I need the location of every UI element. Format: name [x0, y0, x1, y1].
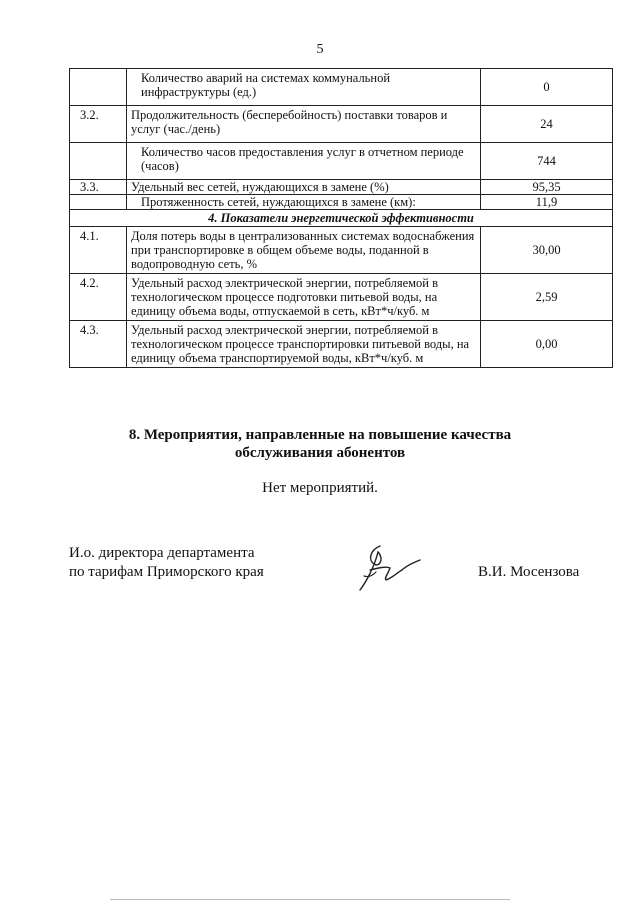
section-8-heading: [0, 426, 640, 462]
signer-name: В.И. Мосензова: [478, 564, 580, 580]
row-description: Количество часов предоставления услуг в отчетном периоде (часов): [127, 143, 481, 180]
table-row: [70, 143, 613, 180]
table-row: [70, 274, 613, 321]
scan-bottom-line: [110, 899, 510, 900]
row-number: 4.2.: [70, 274, 127, 321]
row-number: 3.2.: [70, 106, 127, 143]
table-row: [70, 106, 613, 143]
row-description: Продолжительность (бесперебойность) поставки товаров и услуг (час./день): [127, 106, 481, 143]
table-row: [70, 180, 613, 195]
row-value: 11,9: [481, 195, 613, 210]
table-row: [70, 227, 613, 274]
table-row: [70, 195, 613, 210]
section-4-title: 4. Показатели энергетической эффективности: [70, 210, 613, 227]
row-number: 3.3.: [70, 180, 127, 195]
row-description: Количество аварий на системах коммунальной инфраструктуры (ед.): [127, 69, 481, 106]
row-value: 95,35: [481, 180, 613, 195]
page-number: 5: [316, 42, 324, 57]
handwritten-signature: [340, 538, 440, 598]
table-row: [70, 321, 613, 368]
row-description: Удельный вес сетей, нуждающихся в замене (%): [127, 180, 481, 195]
row-number: [70, 143, 127, 180]
section-header-row: [70, 210, 613, 227]
indicators-table: [69, 68, 613, 368]
row-description: Протяженность сетей, нуждающихся в замене (км):: [127, 195, 481, 210]
section-8-heading-line1: 8. Мероприятия, направленные на повышение качества: [128, 427, 512, 443]
signer-title-line1: И.о. директора департамента: [69, 545, 255, 561]
row-number: [70, 69, 127, 106]
row-number: 4.3.: [70, 321, 127, 368]
section-8-heading-line2: обслуживания абонентов: [234, 445, 406, 461]
row-value: 24: [481, 106, 613, 143]
row-number: [70, 195, 127, 210]
row-value: 2,59: [481, 274, 613, 321]
row-number: 4.1.: [70, 227, 127, 274]
row-value: 30,00: [481, 227, 613, 274]
table-row: [70, 69, 613, 106]
signer-title-line2: по тарифам Приморского края: [69, 564, 264, 580]
signer-title: [69, 544, 264, 582]
row-value: 0,00: [481, 321, 613, 368]
row-value: 0: [481, 69, 613, 106]
row-description: Удельный расход электрической энергии, потребляемой в технологическом процессе транспортировки питьевой воды, на единицу объема транспортируемой воды, кВт*ч/куб. м: [127, 321, 481, 368]
row-value: 744: [481, 143, 613, 180]
section-8-text: Нет мероприятий.: [262, 480, 378, 496]
row-description: Удельный расход электрической энергии, потребляемой в технологическом процессе подготовки питьевой воды, на единицу объема воды, отпускаемой в сеть, кВт*ч/куб. м: [127, 274, 481, 321]
row-description: Доля потерь воды в централизованных системах водоснабжения при транспортировке в общем объеме воды, поданной в водопроводную сеть, %: [127, 227, 481, 274]
